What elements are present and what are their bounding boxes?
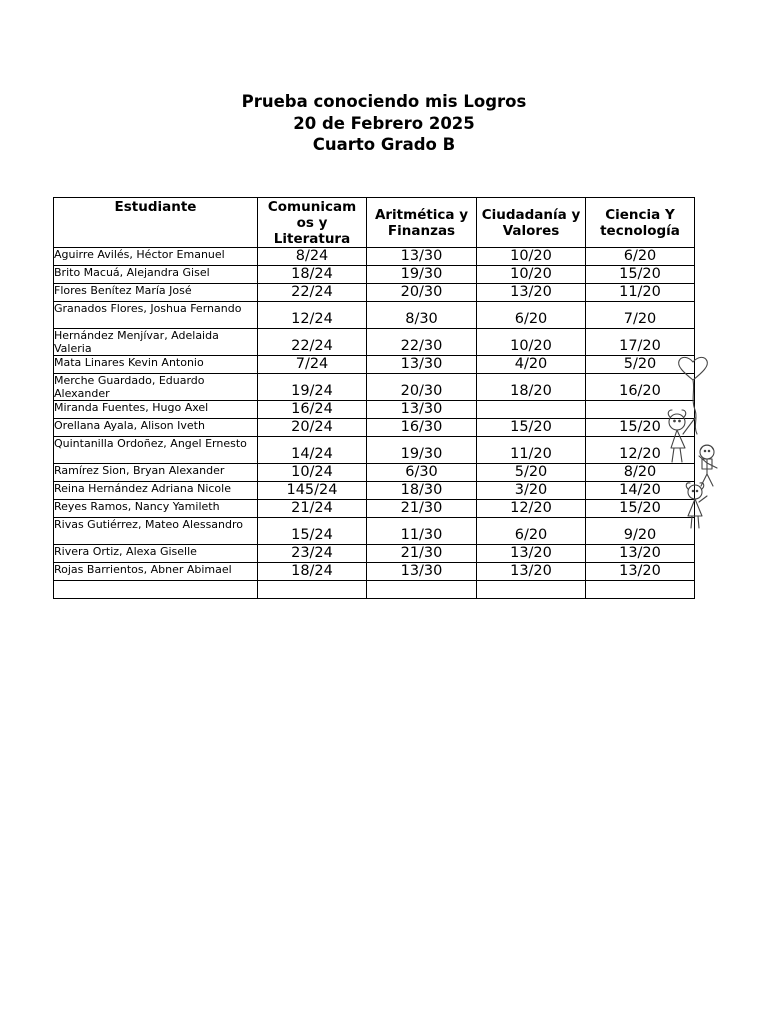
grade-citizenship: 12/20 <box>477 500 586 518</box>
grade-science: 9/20 <box>586 518 695 545</box>
grade-citizenship: 13/20 <box>477 284 586 302</box>
student-name: Rivas Gutiérrez, Mateo Alessandro <box>54 518 258 545</box>
grade-arithmetic: 18/30 <box>367 482 477 500</box>
table-row <box>54 500 695 518</box>
table-row <box>54 518 695 545</box>
grade-arithmetic: 21/30 <box>367 545 477 563</box>
table-row <box>54 356 695 374</box>
grade-science: 16/20 <box>586 374 695 401</box>
grade-arithmetic: 13/30 <box>367 248 477 266</box>
grade-citizenship <box>477 581 586 599</box>
table-row <box>54 302 695 329</box>
grade-communication: 19/24 <box>258 374 367 401</box>
grade-communication: 16/24 <box>258 401 367 419</box>
table-row <box>54 482 695 500</box>
grade-communication: 12/24 <box>258 302 367 329</box>
table-row-empty <box>54 581 695 599</box>
grade-citizenship: 10/20 <box>477 329 586 356</box>
title-line-date: 20 de Febrero 2025 <box>293 113 475 133</box>
student-name: Quintanilla Ordoñez, Angel Ernesto <box>54 437 258 464</box>
grade-communication: 7/24 <box>258 356 367 374</box>
header-student: Estudiante <box>54 198 258 248</box>
student-name: Ramírez Sion, Bryan Alexander <box>54 464 258 482</box>
table-row <box>54 563 695 581</box>
document-title <box>0 91 768 156</box>
table-row <box>54 248 695 266</box>
grade-arithmetic: 22/30 <box>367 329 477 356</box>
table-row <box>54 374 695 401</box>
grade-science: 6/20 <box>586 248 695 266</box>
grade-citizenship: 11/20 <box>477 437 586 464</box>
grade-science: 15/20 <box>586 419 695 437</box>
grade-arithmetic: 20/30 <box>367 284 477 302</box>
grade-communication: 22/24 <box>258 284 367 302</box>
grade-citizenship: 6/20 <box>477 302 586 329</box>
table-row <box>54 545 695 563</box>
grade-science <box>586 581 695 599</box>
grade-arithmetic: 13/30 <box>367 563 477 581</box>
grade-citizenship: 4/20 <box>477 356 586 374</box>
title-line-grade: Cuarto Grado B <box>312 135 456 154</box>
grade-arithmetic: 6/30 <box>367 464 477 482</box>
grade-citizenship: 3/20 <box>477 482 586 500</box>
grade-communication: 18/24 <box>258 563 367 581</box>
student-name: Merche Guardado, Eduardo Alexander <box>54 374 258 401</box>
grade-science: 15/20 <box>586 500 695 518</box>
grade-arithmetic: 11/30 <box>367 518 477 545</box>
grade-science: 11/20 <box>586 284 695 302</box>
table-row <box>54 437 695 464</box>
table-row <box>54 419 695 437</box>
grade-citizenship: 13/20 <box>477 545 586 563</box>
grade-citizenship: 13/20 <box>477 563 586 581</box>
student-name: Miranda Fuentes, Hugo Axel <box>54 401 258 419</box>
grade-arithmetic: 13/30 <box>367 401 477 419</box>
student-name: Granados Flores, Joshua Fernando <box>54 302 258 329</box>
grade-citizenship: 10/20 <box>477 248 586 266</box>
grade-citizenship <box>477 401 586 419</box>
student-name: Reyes Ramos, Nancy Yamileth <box>54 500 258 518</box>
table-body <box>54 248 695 599</box>
grades-table <box>53 197 695 599</box>
grade-communication: 145/24 <box>258 482 367 500</box>
grade-science: 14/20 <box>586 482 695 500</box>
student-name: Orellana Ayala, Alison Iveth <box>54 419 258 437</box>
header-communication: Comunicam os y Literatura <box>258 198 367 248</box>
student-name: Hernández Menjívar, Adelaida Valeria <box>54 329 258 356</box>
grade-citizenship: 15/20 <box>477 419 586 437</box>
title-line-test-name: Prueba conociendo mis Logros <box>241 92 527 111</box>
grade-arithmetic: 8/30 <box>367 302 477 329</box>
table-row <box>54 329 695 356</box>
grade-science: 5/20 <box>586 356 695 374</box>
grade-citizenship: 5/20 <box>477 464 586 482</box>
grade-arithmetic: 13/30 <box>367 356 477 374</box>
grade-science: 7/20 <box>586 302 695 329</box>
kids-balloon-doodle-icon <box>655 356 735 536</box>
grade-communication: 21/24 <box>258 500 367 518</box>
grade-science: 13/20 <box>586 545 695 563</box>
student-name: Flores Benítez María José <box>54 284 258 302</box>
table-row <box>54 401 695 419</box>
student-name: Rojas Barrientos, Abner Abimael <box>54 563 258 581</box>
grade-citizenship: 18/20 <box>477 374 586 401</box>
grade-communication: 18/24 <box>258 266 367 284</box>
student-name: Aguirre Avilés, Héctor Emanuel <box>54 248 258 266</box>
student-name: Mata Linares Kevin Antonio <box>54 356 258 374</box>
table-row <box>54 284 695 302</box>
grade-communication <box>258 581 367 599</box>
grade-communication: 22/24 <box>258 329 367 356</box>
grade-arithmetic: 21/30 <box>367 500 477 518</box>
grade-arithmetic: 16/30 <box>367 419 477 437</box>
grade-communication: 14/24 <box>258 437 367 464</box>
student-name: Rivera Ortiz, Alexa Giselle <box>54 545 258 563</box>
grade-science: 17/20 <box>586 329 695 356</box>
header-arithmetic: Aritmética y Finanzas <box>367 198 477 248</box>
table-row <box>54 266 695 284</box>
grade-citizenship: 10/20 <box>477 266 586 284</box>
grade-communication: 23/24 <box>258 545 367 563</box>
header-citizenship: Ciudadanía y Valores <box>477 198 586 248</box>
header-science: Ciencia Y tecnología <box>586 198 695 248</box>
grade-science: 13/20 <box>586 563 695 581</box>
student-name: Brito Macuá, Alejandra Gisel <box>54 266 258 284</box>
grade-science: 8/20 <box>586 464 695 482</box>
table-row <box>54 464 695 482</box>
grade-communication: 15/24 <box>258 518 367 545</box>
grade-communication: 20/24 <box>258 419 367 437</box>
grade-arithmetic: 20/30 <box>367 374 477 401</box>
grade-arithmetic <box>367 581 477 599</box>
grade-arithmetic: 19/30 <box>367 266 477 284</box>
grade-arithmetic: 19/30 <box>367 437 477 464</box>
grade-science: 12/20 <box>586 437 695 464</box>
grade-communication: 8/24 <box>258 248 367 266</box>
student-name <box>54 581 258 599</box>
table-header-row <box>54 198 695 248</box>
grade-communication: 10/24 <box>258 464 367 482</box>
grade-citizenship: 6/20 <box>477 518 586 545</box>
grade-science: 15/20 <box>586 266 695 284</box>
student-name: Reina Hernández Adriana Nicole <box>54 482 258 500</box>
